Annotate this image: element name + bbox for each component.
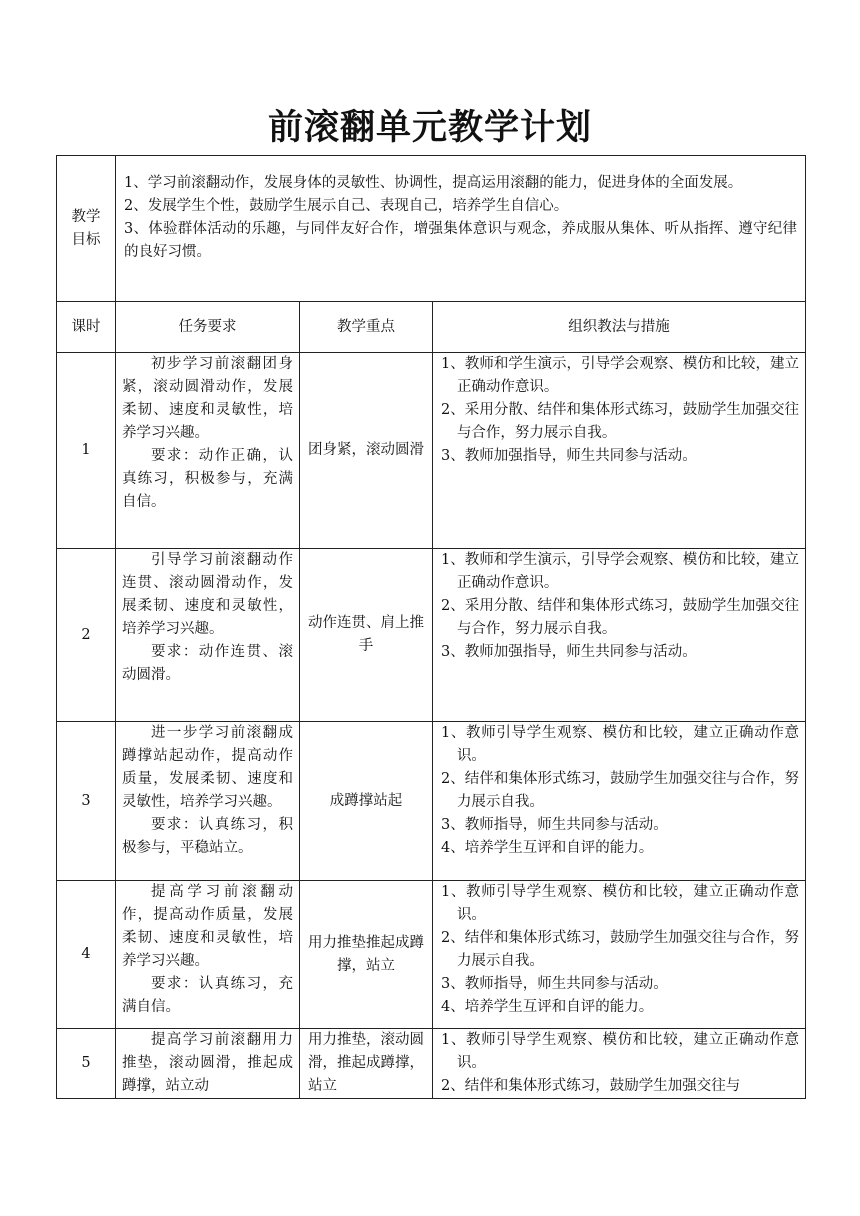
lesson-task: [116, 549, 300, 722]
header-methods: 组织教法与措施: [433, 302, 806, 353]
task-text: 提高学习前滚翻动作，提高动作质量，发展柔韧、速度和灵敏性，培养学习兴趣。: [122, 884, 293, 969]
method-item: 4、培养学生互评和自评的能力。: [441, 999, 654, 1015]
method-item: 2、结伴和集体形式练习，鼓励学生加强交往与合作，努力展示自我。: [441, 930, 800, 969]
task-requirement: 要求：认真练习，积极参与，平稳站立。: [122, 817, 293, 856]
header-focus: 教学重点: [300, 302, 433, 353]
lesson-focus: 成蹲撑站起: [300, 722, 433, 881]
method-item: 2、结伴和集体形式练习，鼓励学生加强交往与合作，努力展示自我。: [441, 771, 800, 810]
goals-label: [57, 156, 116, 302]
header-lesson: 课时: [57, 302, 116, 353]
task-text: 进一步学习前滚翻成蹲撑站起动作，提高动作质量，发展柔韧、速度和灵敏性，培养学习兴趣。: [122, 725, 293, 810]
goal-item: 3、体验群体活动的乐趣，与同伴友好合作，增强集体意识与观念，养成服从集体、听从指挥、遵守纪律的良好习惯。: [124, 221, 798, 260]
header-row: [57, 302, 806, 353]
lesson-number: 5: [57, 1029, 116, 1099]
task-requirement: 要求：动作连贯、滚动圆滑。: [122, 644, 293, 683]
goals-content: [116, 156, 806, 302]
page-title: 前滚翻单元教学计划: [267, 107, 592, 148]
task-requirement: 要求：认真练习，充满自信。: [122, 976, 293, 1015]
method-item: 3、教师加强指导，师生共同参与活动。: [441, 448, 697, 464]
method-item: 2、结伴和集体形式练习，鼓励学生加强交往与: [441, 1078, 741, 1094]
lesson-methods: [433, 353, 806, 549]
method-item: 1、教师引导学生观察、模仿和比较，建立正确动作意识。: [441, 725, 800, 764]
task-requirement: 要求：动作正确，认真练习，积极参与，充满自信。: [122, 448, 293, 510]
lesson-row: [57, 353, 806, 549]
task-text: 引导学习前滚翻动作连贯、滚动圆滑动作，发展柔韧、速度和灵敏性，培养学习兴趣。: [122, 552, 293, 637]
lesson-row: [57, 1029, 806, 1099]
lesson-row: [57, 881, 806, 1029]
lesson-focus: 动作连贯、肩上推手: [300, 549, 433, 722]
lesson-number: 2: [57, 549, 116, 722]
task-text: 提高学习前滚翻用力推垫，滚动圆滑，推起成蹲撑，站立动: [122, 1032, 293, 1094]
method-item: 3、教师加强指导，师生共同参与活动。: [441, 644, 697, 660]
method-item: 2、采用分散、结伴和集体形式练习，鼓励学生加强交往与合作，努力展示自我。: [441, 598, 800, 637]
lesson-number: 4: [57, 881, 116, 1029]
lesson-number: 3: [57, 722, 116, 881]
lesson-row: [57, 549, 806, 722]
method-item: 1、教师引导学生观察、模仿和比较，建立正确动作意识。: [441, 1032, 800, 1071]
goal-item: 2、发展学生个性，鼓励学生展示自己、表现自己，培养学生自信心。: [124, 198, 569, 214]
lesson-row: [57, 722, 806, 881]
lesson-methods: [433, 722, 806, 881]
lesson-task: [116, 353, 300, 549]
lesson-number: 1: [57, 353, 116, 549]
method-item: 1、教师引导学生观察、模仿和比较，建立正确动作意识。: [441, 884, 800, 923]
lesson-focus: 用力推垫推起成蹲撑，站立: [300, 881, 433, 1029]
lesson-focus: 用力推垫，滚动圆滑，推起成蹲撑，站立: [300, 1029, 433, 1099]
method-item: 4、培养学生互评和自评的能力。: [441, 840, 654, 856]
lesson-focus: 团身紧，滚动圆滑: [300, 353, 433, 549]
task-text: 初步学习前滚翻团身紧，滚动圆滑动作，发展柔韧、速度和灵敏性，培养学习兴趣。: [122, 356, 293, 441]
method-item: 3、教师指导，师生共同参与活动。: [441, 817, 668, 833]
lesson-task: [116, 1029, 300, 1099]
goal-item: 1、学习前滚翻动作，发展身体的灵敏性、协调性，提高运用滚翻的能力，促进身体的全面发展。: [124, 175, 743, 191]
goals-row: [57, 156, 806, 302]
lesson-task: [116, 722, 300, 881]
method-item: 3、教师指导，师生共同参与活动。: [441, 976, 668, 992]
method-item: 1、教师和学生演示，引导学会观察、模仿和比较，建立正确动作意识。: [441, 356, 800, 395]
lesson-methods: [433, 1029, 806, 1099]
lesson-task: [116, 881, 300, 1029]
method-item: 1、教师和学生演示，引导学会观察、模仿和比较，建立正确动作意识。: [441, 552, 800, 591]
teaching-plan-table: [56, 155, 806, 1099]
goals-label-text: 教学 目标: [71, 208, 101, 248]
header-task: 任务要求: [116, 302, 300, 353]
method-item: 2、采用分散、结伴和集体形式练习，鼓励学生加强交往与合作，努力展示自我。: [441, 402, 800, 441]
lesson-methods: [433, 881, 806, 1029]
lesson-methods: [433, 549, 806, 722]
